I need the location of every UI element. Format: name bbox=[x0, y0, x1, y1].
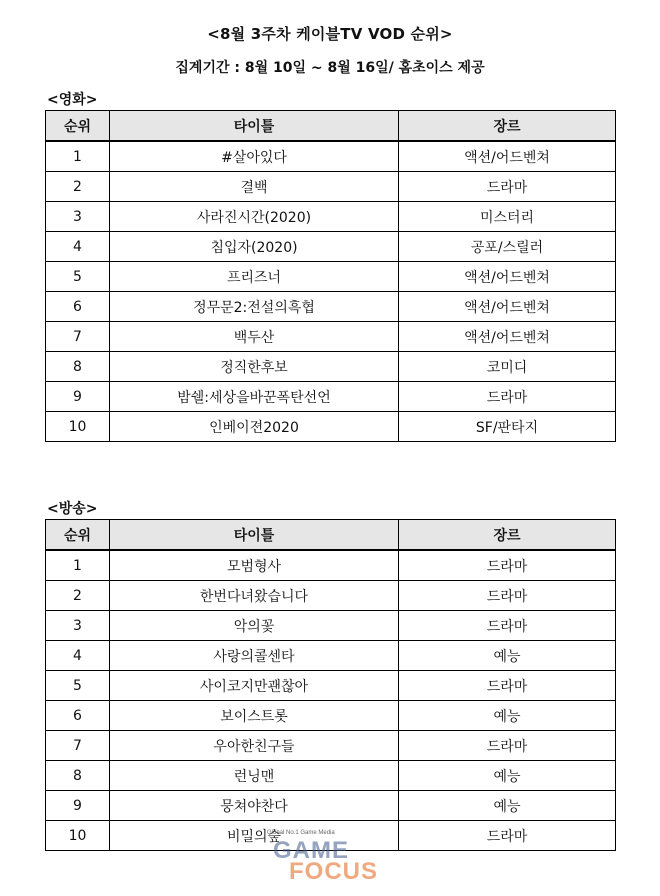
movies-section-label: <영화> bbox=[47, 92, 98, 108]
rank-cell: 10 bbox=[46, 412, 110, 442]
title-cell: 우아한친구들 bbox=[110, 731, 399, 761]
rank-cell: 5 bbox=[46, 671, 110, 701]
title-cell: 한번다녀왔습니다 bbox=[110, 581, 399, 611]
genre-cell: 코미디 bbox=[399, 352, 616, 382]
rank-cell: 9 bbox=[46, 382, 110, 412]
rank-cell: 2 bbox=[46, 172, 110, 202]
table-row bbox=[46, 581, 616, 611]
genre-cell: 액션/어드벤쳐 bbox=[399, 322, 616, 352]
table-row bbox=[46, 202, 616, 232]
title-cell: 정무문2:전설의흑협 bbox=[110, 292, 399, 322]
rank-cell: 1 bbox=[46, 141, 110, 172]
rank-cell: 4 bbox=[46, 232, 110, 262]
genre-cell: 드라마 bbox=[399, 382, 616, 412]
table-row bbox=[46, 791, 616, 821]
title-cell: 보이스트롯 bbox=[110, 701, 399, 731]
rank-cell: 2 bbox=[46, 581, 110, 611]
genre-cell: 액션/어드벤쳐 bbox=[399, 141, 616, 172]
column-header-title: 타이틀 bbox=[110, 111, 399, 142]
genre-cell: 액션/어드벤쳐 bbox=[399, 292, 616, 322]
watermark-tagline: Global No.1 Game Media bbox=[267, 830, 335, 836]
table-row bbox=[46, 701, 616, 731]
title-cell: 런닝맨 bbox=[110, 761, 399, 791]
title-cell: 결백 bbox=[110, 172, 399, 202]
rank-cell: 7 bbox=[46, 731, 110, 761]
rank-cell: 4 bbox=[46, 641, 110, 671]
page-title: <8월 3주차 케이블TV VOD 순위> bbox=[207, 25, 453, 43]
genre-cell: 예능 bbox=[399, 761, 616, 791]
table-row bbox=[46, 412, 616, 442]
genre-cell: 미스터리 bbox=[399, 202, 616, 232]
table-row bbox=[46, 550, 616, 581]
title-cell: 밤쉘:세상을바꾼폭탄선언 bbox=[110, 382, 399, 412]
genre-cell: SF/판타지 bbox=[399, 412, 616, 442]
genre-cell: 드라마 bbox=[399, 581, 616, 611]
table-row bbox=[46, 641, 616, 671]
title-cell: #살아있다 bbox=[110, 141, 399, 172]
genre-cell: 드라마 bbox=[399, 550, 616, 581]
table-row bbox=[46, 172, 616, 202]
column-header-rank: 순위 bbox=[46, 111, 110, 142]
table-row bbox=[46, 611, 616, 641]
rank-cell: 5 bbox=[46, 262, 110, 292]
table-row bbox=[46, 141, 616, 172]
genre-cell: 드라마 bbox=[399, 821, 616, 851]
watermark-focus-text: FOCUS bbox=[289, 858, 378, 885]
rank-cell: 1 bbox=[46, 550, 110, 581]
column-header-genre: 장르 bbox=[399, 111, 616, 142]
rank-cell: 3 bbox=[46, 611, 110, 641]
title-cell: 비밀의숲 bbox=[110, 821, 399, 851]
title-cell: 모범형사 bbox=[110, 550, 399, 581]
rank-cell: 8 bbox=[46, 352, 110, 382]
rank-cell: 7 bbox=[46, 322, 110, 352]
movies-table-body bbox=[46, 141, 616, 442]
table-row bbox=[46, 322, 616, 352]
table-row bbox=[46, 262, 616, 292]
title-cell: 사랑의콜센타 bbox=[110, 641, 399, 671]
genre-cell: 드라마 bbox=[399, 611, 616, 641]
table-row bbox=[46, 292, 616, 322]
table-header-row bbox=[46, 520, 616, 551]
genre-cell: 예능 bbox=[399, 641, 616, 671]
genre-cell: 예능 bbox=[399, 701, 616, 731]
rank-cell: 9 bbox=[46, 791, 110, 821]
genre-cell: 드라마 bbox=[399, 172, 616, 202]
table-row bbox=[46, 671, 616, 701]
title-cell: 프리즈너 bbox=[110, 262, 399, 292]
rank-cell: 6 bbox=[46, 701, 110, 731]
title-cell: 악의꽃 bbox=[110, 611, 399, 641]
genre-cell: 액션/어드벤쳐 bbox=[399, 262, 616, 292]
table-row bbox=[46, 761, 616, 791]
table-row bbox=[46, 731, 616, 761]
title-cell: 뭉쳐야찬다 bbox=[110, 791, 399, 821]
genre-cell: 드라마 bbox=[399, 671, 616, 701]
title-cell: 인베이젼2020 bbox=[110, 412, 399, 442]
genre-cell: 드라마 bbox=[399, 731, 616, 761]
table-row bbox=[46, 382, 616, 412]
page-subtitle: 집계기간 : 8월 10일 ~ 8월 16일/ 홈초이스 제공 bbox=[175, 60, 485, 76]
column-header-title: 타이틀 bbox=[110, 520, 399, 551]
rank-cell: 3 bbox=[46, 202, 110, 232]
broadcast-table bbox=[45, 519, 616, 851]
title-cell: 침입자(2020) bbox=[110, 232, 399, 262]
rank-cell: 8 bbox=[46, 761, 110, 791]
genre-cell: 공포/스릴러 bbox=[399, 232, 616, 262]
table-row bbox=[46, 352, 616, 382]
column-header-genre: 장르 bbox=[399, 520, 616, 551]
title-cell: 정직한후보 bbox=[110, 352, 399, 382]
column-header-rank: 순위 bbox=[46, 520, 110, 551]
table-row bbox=[46, 821, 616, 851]
table-row bbox=[46, 232, 616, 262]
title-cell: 사라진시간(2020) bbox=[110, 202, 399, 232]
watermark-game-text: GAME bbox=[273, 837, 349, 864]
broadcast-table-body bbox=[46, 550, 616, 851]
title-cell: 사이코지만괜찮아 bbox=[110, 671, 399, 701]
rank-cell: 10 bbox=[46, 821, 110, 851]
genre-cell: 예능 bbox=[399, 791, 616, 821]
rank-cell: 6 bbox=[46, 292, 110, 322]
movies-table bbox=[45, 110, 616, 442]
table-header-row bbox=[46, 111, 616, 142]
title-cell: 백두산 bbox=[110, 322, 399, 352]
broadcast-section-label: <방송> bbox=[47, 501, 98, 517]
